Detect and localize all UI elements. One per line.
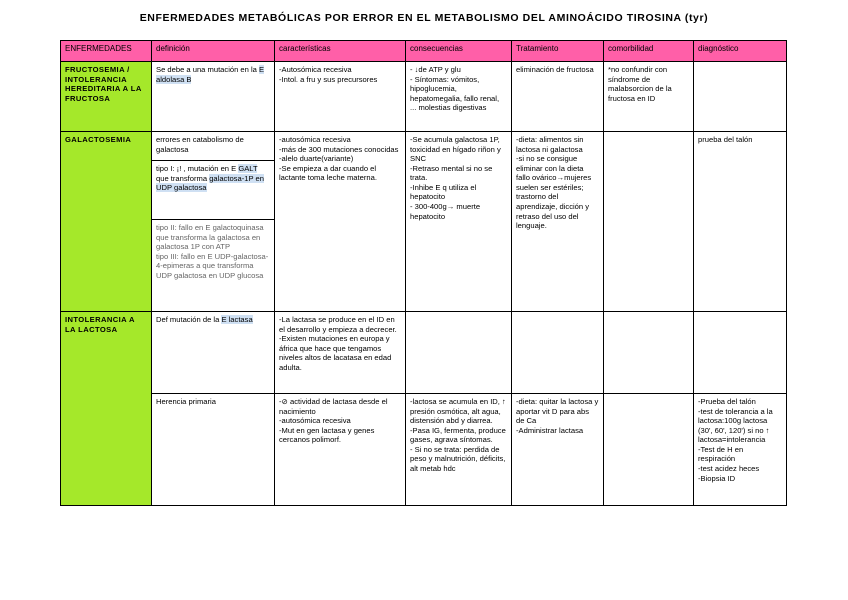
definition-text: Se debe a una mutación en la xyxy=(156,65,260,74)
definition-general: errores en catabolismo de galactosa xyxy=(156,135,244,154)
comorbidity-cell: *no confundir con síndrome de malabsorcion de la fructosa en ID xyxy=(604,62,694,132)
definition-text: tipo I: ¡! , mutación en E xyxy=(156,164,239,173)
header-row xyxy=(61,41,787,62)
consequences-cell xyxy=(406,312,512,394)
header-definicion: definición xyxy=(152,41,275,62)
consequences-cell: - ↓de ATP y glu - Síntomas: vómitos, hipoglucemia, hepatomegalia, fallo renal, ... molestias digestivas xyxy=(406,62,512,132)
disease-name: INTOLERANCIA A LA LACTOSA xyxy=(61,312,152,506)
definition-text: Def mutación de la xyxy=(156,315,222,324)
table-row-herencia-primaria xyxy=(61,394,787,506)
definition-type-1 xyxy=(152,160,274,219)
header-caracteristicas: características xyxy=(275,41,406,62)
characteristics-cell: -Autosómica recesiva -Intol. a fru y sus precursores xyxy=(275,62,406,132)
diagnosis-cell: -Prueba del talón -test de tolerancia a la lactosa:100g lactosa (30', 60', 120') si no ↑ lactosa=intolerancia -Test de H en respiración -test acidez heces -Biopsia ID xyxy=(694,394,787,506)
treatment-cell: -dieta: alimentos sin lactosa ni galactosa -si no se consigue eliminar con la dieta fallo ovárico→mujeres suelen ser estériles; trastorno del aprendizaje, dicción y retraso del uso del lenguaje. xyxy=(512,132,604,312)
treatment-cell: -dieta: quitar la lactosa y aportar vit D para abs de Ca -Administrar lactasa xyxy=(512,394,604,506)
treatment-cell xyxy=(512,312,604,394)
substrate-highlight: galactosa-1P en UDP galactosa xyxy=(156,173,264,193)
definition-cell xyxy=(152,62,275,132)
definition-cell xyxy=(152,312,275,394)
disease-name: FRUCTOSEMIA / INTOLERANCIA HEREDITARIA A LA FRUCTOSA xyxy=(61,62,152,132)
characteristics-cell: -autosómica recesiva -más de 300 mutaciones conocidas -alelo duarte(variante) -Se empieza a dar cuando el lactante toma leche materna. xyxy=(275,132,406,312)
enzyme-highlight: E aldolasa B xyxy=(156,65,265,84)
definition-cell: Herencia primaria xyxy=(152,394,275,506)
enzyme-highlight: E lactasa xyxy=(221,315,253,324)
diseases-table xyxy=(60,40,787,506)
definition-text: que transforma xyxy=(156,173,210,183)
definition-cell xyxy=(152,132,275,312)
characteristics-cell: -⊘ actividad de lactasa desde el nacimiento -autosómica recesiva -Mut en gen lactasa y genes cercanos polimorf. xyxy=(275,394,406,506)
diagnosis-cell xyxy=(694,62,787,132)
header-tratamiento: Tratamiento xyxy=(512,41,604,62)
characteristics-cell: -La lactasa se produce en el ID en el desarrollo y empieza a decrecer. -Existen mutaciones en europa y áfrica que hace que tengamos niveles altos de lacatasa en edad adulta. xyxy=(275,312,406,394)
disease-name: GALACTOSEMIA xyxy=(61,132,152,312)
enzyme-highlight: GALT xyxy=(238,164,258,173)
table-row-lactosa xyxy=(61,312,787,394)
header-enfermedades: ENFERMEDADES xyxy=(61,41,152,62)
diagnosis-cell xyxy=(694,312,787,394)
comorbidity-cell xyxy=(604,312,694,394)
treatment-cell: eliminación de fructosa xyxy=(512,62,604,132)
header-consecuencias: consecuencias xyxy=(406,41,512,62)
header-diagnostico: diagnóstico xyxy=(694,41,787,62)
consequences-cell: -Se acumula galactosa 1P, toxicidad en hígado riñon y SNC -Retraso mental si no se trata. -Inhibe E q utiliza el hepatocito - 300-400g→ muerte hepatocito xyxy=(406,132,512,312)
header-comorbilidad: comorbilidad xyxy=(604,41,694,62)
definition-type-2-3: tipo II: fallo en E galactoquinasa que transforma la galactosa en galactosa 1P con ATP tipo III: fallo en E UDP-galactosa-4-epimeras a que transforma UDP galactosa en UDP glucosa xyxy=(152,219,274,283)
comorbidity-cell xyxy=(604,394,694,506)
consequences-cell: -lactosa se acumula en ID, ↑ presión osmótica, alt agua, distensión abd y diarrea. -Pasa IG, fermenta, produce gases, agrava síntomas. - Si no se trata: perdida de peso y malnutrición, déficits, alt metab hdc xyxy=(406,394,512,506)
table-row-fructosemia xyxy=(61,62,787,132)
diagnosis-cell: prueba del talón xyxy=(694,132,787,312)
table-row-galactosemia xyxy=(61,132,787,312)
comorbidity-cell xyxy=(604,132,694,312)
document-title: ENFERMEDADES METABÓLICAS POR ERROR EN EL METABOLISMO DEL AMINOÁCIDO TIROSINA (tyr) xyxy=(139,12,709,24)
